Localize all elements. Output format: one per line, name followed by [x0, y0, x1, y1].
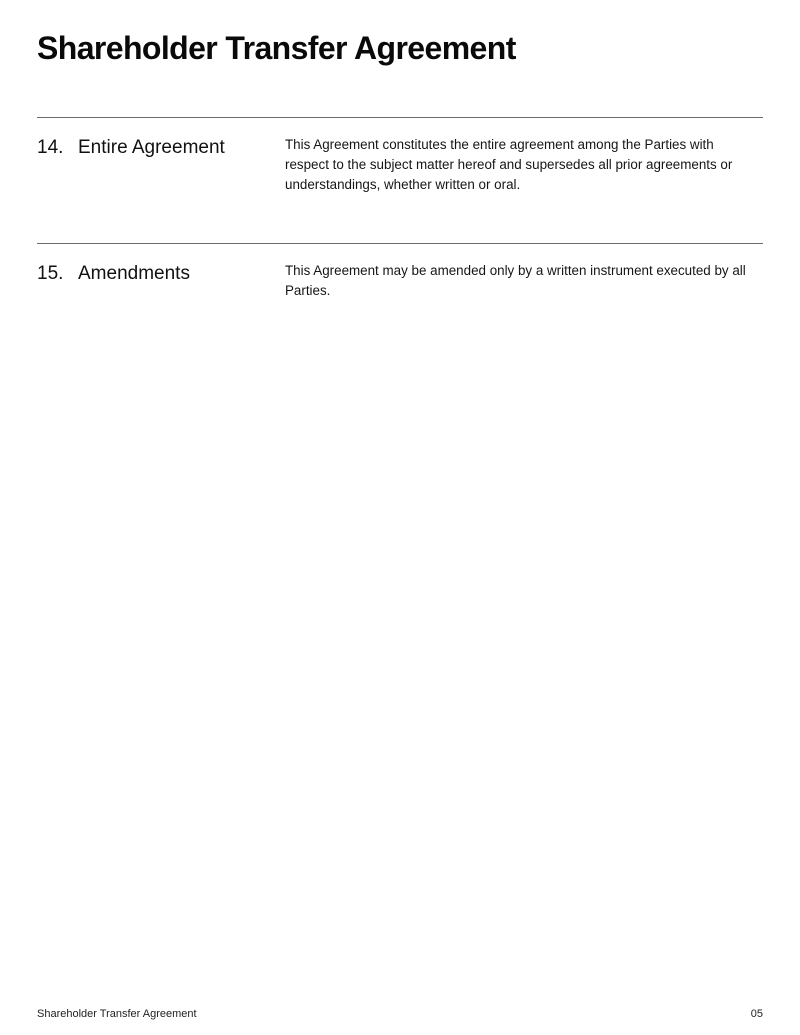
section-heading: Entire Agreement	[78, 137, 225, 158]
section-number: 14.	[37, 137, 64, 158]
section-number: 15.	[37, 263, 64, 284]
section-body: This Agreement constitutes the entire agreement among the Parties with respect to the subject matter hereof and supersedes all prior agreements or understandings, whether written or oral.	[285, 137, 733, 192]
section-heading: Amendments	[78, 263, 190, 284]
footer-page-number: 05	[750, 1008, 763, 1020]
page-title: Shareholder Transfer Agreement	[37, 30, 516, 66]
section-entire-agreement	[37, 117, 763, 192]
section-body: This Agreement may be amended only by a written instrument executed by all Parties.	[285, 263, 746, 298]
section-amendments	[37, 243, 763, 298]
footer-document-title: Shareholder Transfer Agreement	[37, 1008, 197, 1020]
